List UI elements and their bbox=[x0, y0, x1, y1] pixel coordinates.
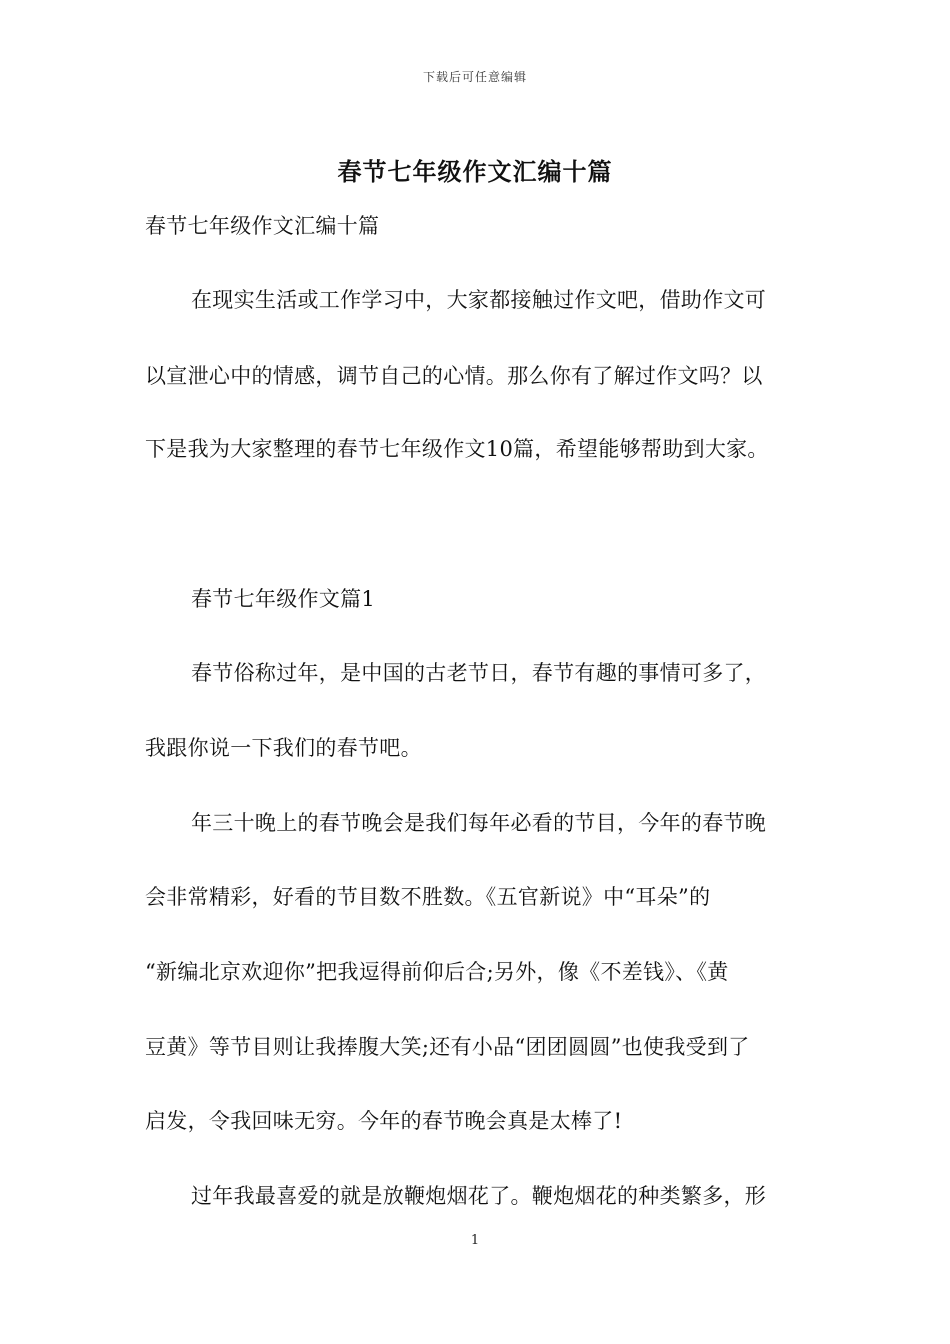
paragraph-line: 以宣泄心中的情感，调节自己的心情。那么你有了解过作文吗？以 bbox=[145, 364, 763, 388]
header-note: 下载后可任意编辑 bbox=[422, 70, 527, 84]
section-heading: 春节七年级作文篇1 bbox=[191, 587, 376, 611]
paragraph-line: 会非常精彩，好看的节目数不胜数。《五官新说》中“耳朵”的 bbox=[145, 885, 711, 909]
document-title: 春节七年级作文汇编十篇 bbox=[337, 157, 613, 186]
paragraph-line: 年三十晚上的春节晚会是我们每年必看的节目，今年的春节晚 bbox=[191, 811, 767, 835]
paragraph-line: 豆黄》等节目则让我捧腹大笑;还有小品“团团圆圆”也使我受到了 bbox=[145, 1035, 750, 1059]
paragraph-line: 过年我最喜爱的就是放鞭炮烟花了。鞭炮烟花的种类繁多，形 bbox=[191, 1184, 767, 1208]
subtitle-line: 春节七年级作文汇编十篇 bbox=[145, 214, 380, 238]
paragraph-line: 我跟你说一下我们的春节吧。 bbox=[145, 736, 422, 760]
paragraph-line: “新编北京欢迎你”把我逗得前仰后合;另外，像《不差钱》、《黄 bbox=[145, 960, 729, 984]
paragraph-line: 启发，令我回味无穷。今年的春节晚会真是太棒了! bbox=[145, 1109, 623, 1133]
paragraph-line: 在现实生活或工作学习中，大家都接触过作文吧，借助作文可 bbox=[191, 288, 767, 312]
page-number: 1 bbox=[470, 1233, 480, 1248]
paragraph-line: 下是我为大家整理的春节七年级作文10篇，希望能够帮助到大家。 bbox=[145, 437, 769, 461]
paragraph-line: 春节俗称过年，是中国的古老节日，春节有趣的事情可多了， bbox=[191, 661, 767, 685]
